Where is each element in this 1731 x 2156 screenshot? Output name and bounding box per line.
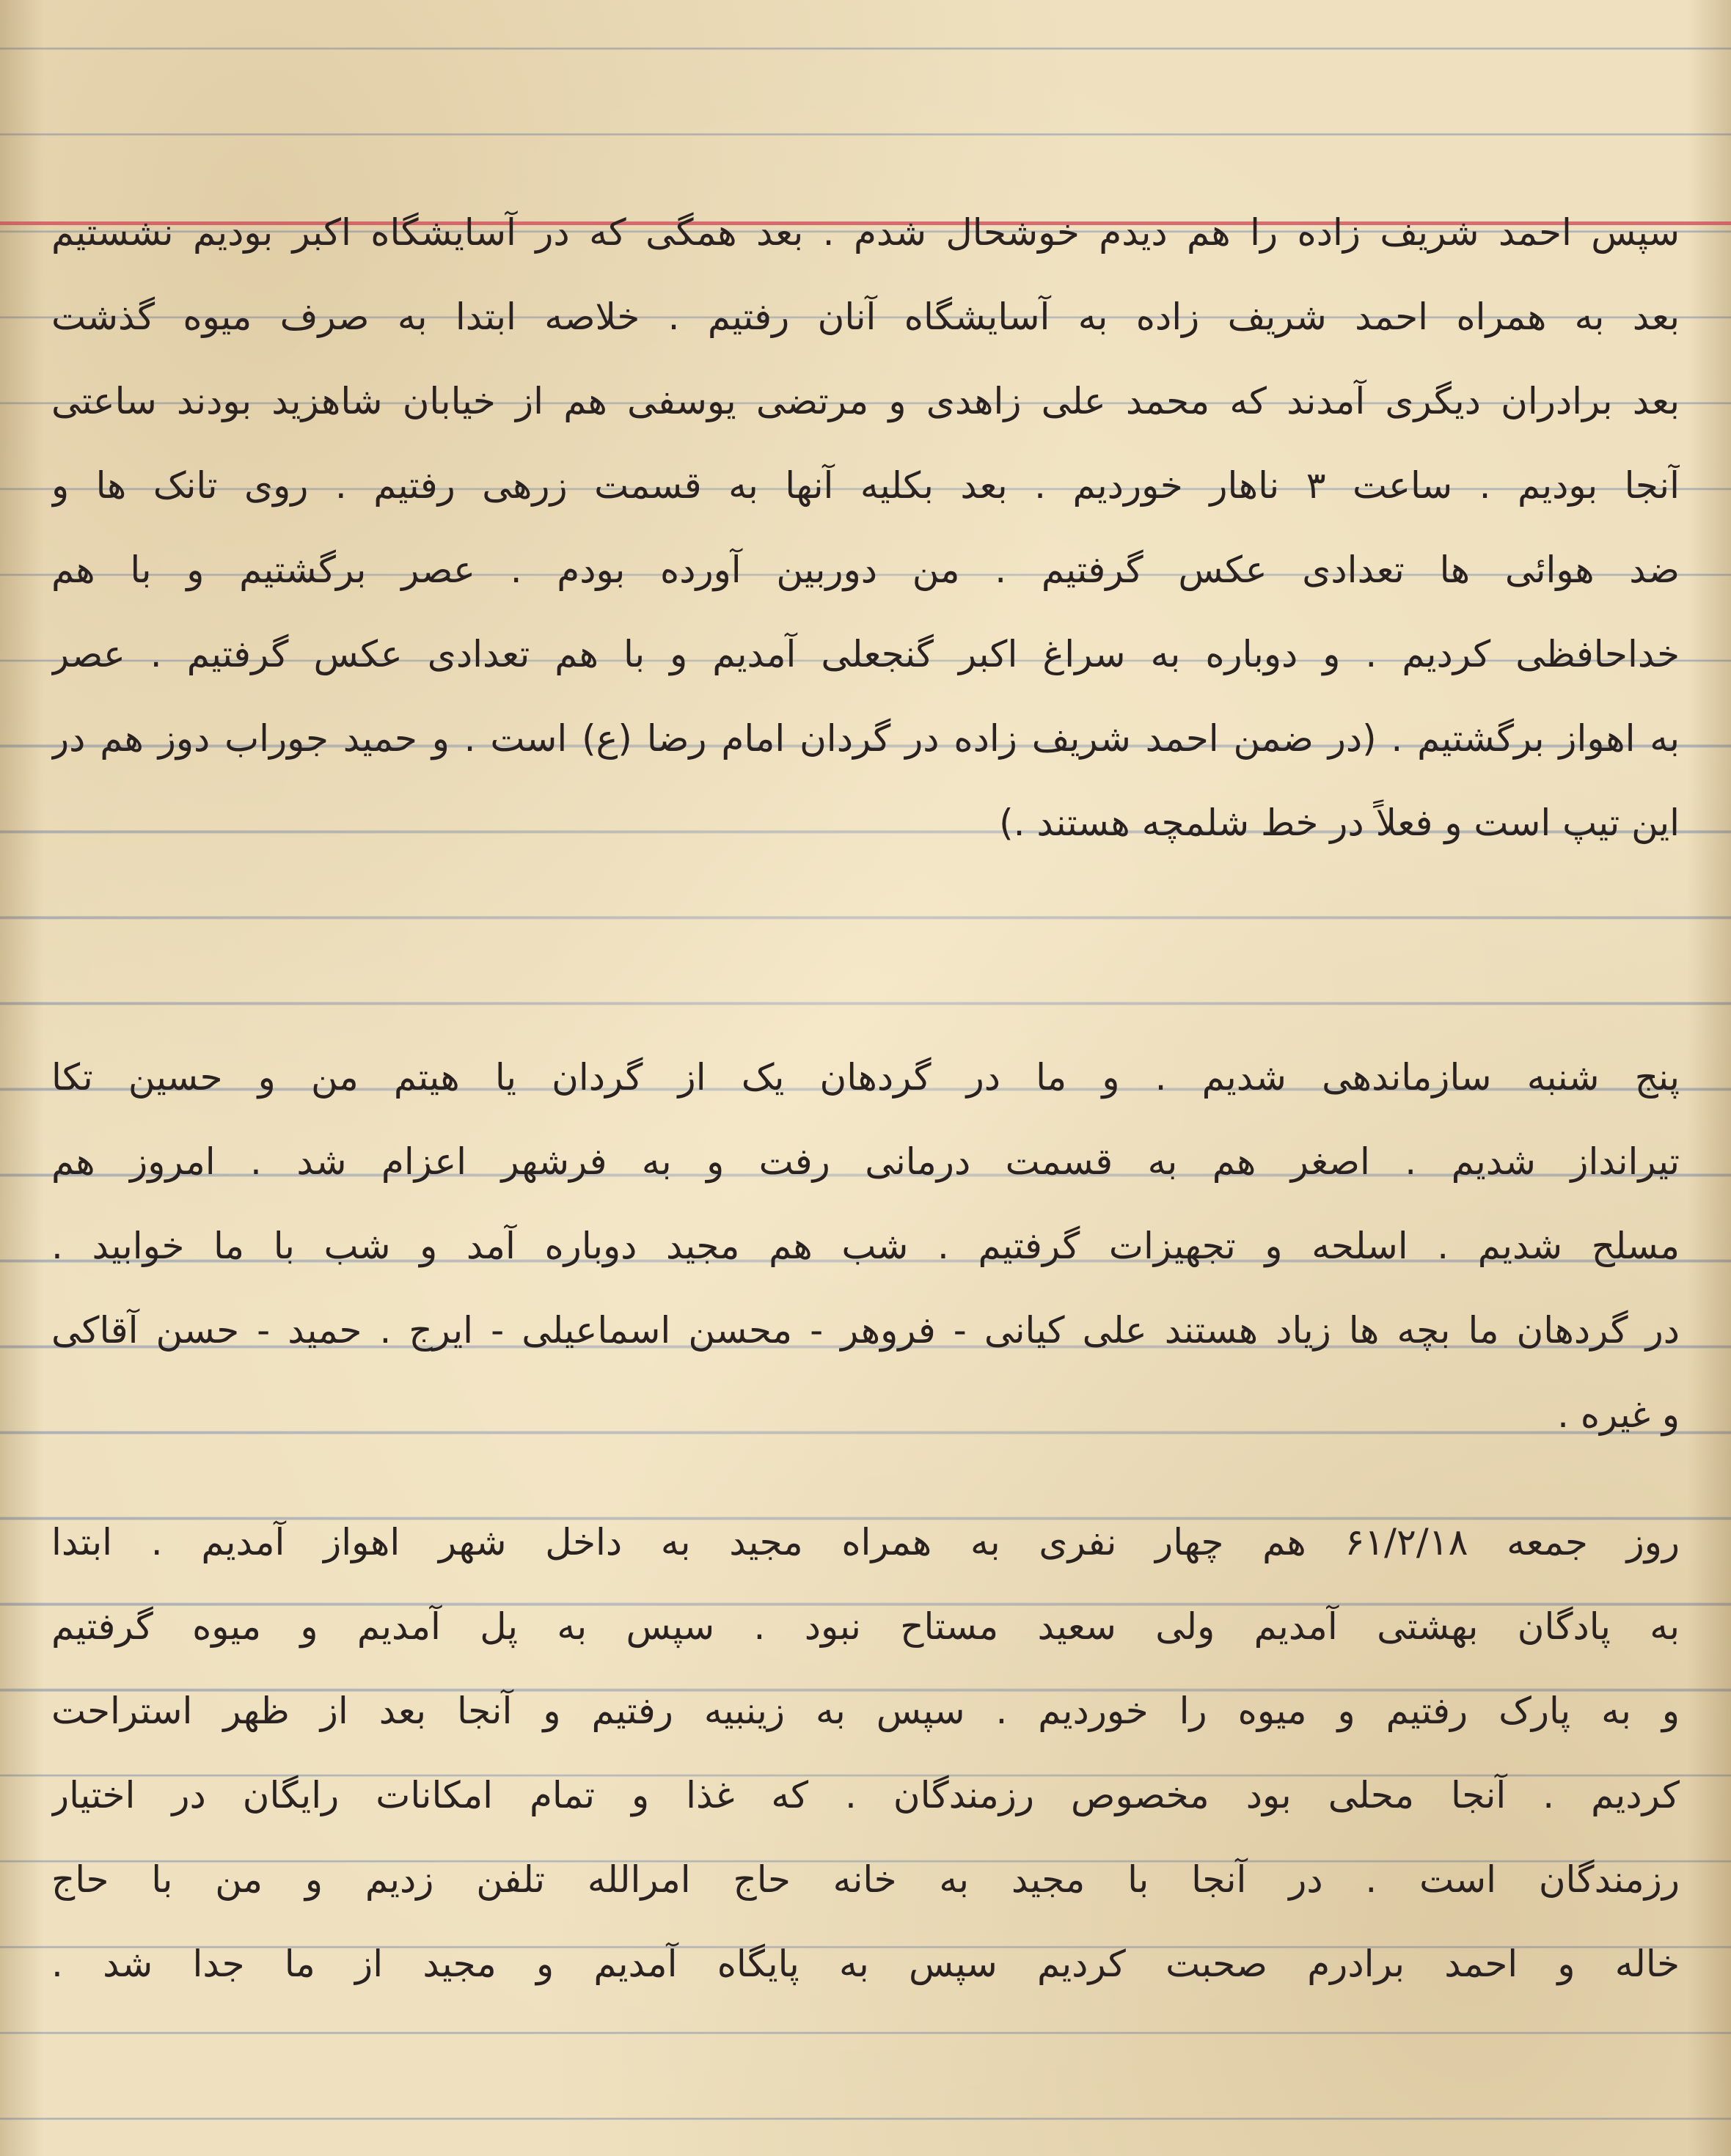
text-line: کردیم . آنجا محلی بود مخصوص رزمندگان . که غذا و تمام امکانات رایگان در اختیار xyxy=(51,1774,1680,1816)
text-line: روز جمعه ۶۱/۲/۱۸ هم چهار نفری به همراه مجید به داخل شهر اهواز آمدیم . ابتدا xyxy=(51,1521,1680,1563)
text-line: و به پارک رفتیم و میوه را خوردیم . سپس به زینبیه رفتیم و آنجا بعد از ظهر استراحت xyxy=(51,1690,1680,1732)
text-line: رزمندگان است . در آنجا با مجید به خانه حاج امرالله تلفن زدیم و من با حاج xyxy=(51,1858,1680,1901)
text-line: این تیپ است و فعلاً در خط شلمچه هستند .) xyxy=(999,802,1680,844)
page-edge-left xyxy=(0,0,44,2156)
text-line: بعد برادران دیگری آمدند که محمد علی زاهدی و مرتضی یوسفی هم از خیابان شاهزید بودند ساعتی xyxy=(51,380,1680,422)
text-line: به اهواز برگشتیم . (در ضمن احمد شریف زاده در گردان امام رضا (ع) است . و حمید جوراب دوز هم در xyxy=(51,717,1680,760)
text-line: سپس احمد شریف زاده را هم دیدم خوشحال شدم . بعد همگی که در آسایشگاه اکبر بودیم نشستیم xyxy=(51,211,1680,254)
text-line: به پادگان بهشتی آمدیم ولی سعید مستاح نبود . سپس به پل آمدیم و میوه گرفتیم xyxy=(51,1605,1680,1648)
text-line: در گردهان ما بچه ها زیاد هستند علی کیانی - فروهر - محسن اسماعیلی - ایرج . حمید - حسن آقاکی xyxy=(51,1309,1680,1352)
text-line: و غیره . xyxy=(1557,1393,1680,1436)
text-line: ضد هوائی ها تعدادی عکس گرفتیم . من دوربین آورده بودم . عصر برگشتیم و با هم xyxy=(51,549,1680,591)
text-line: پنج شنبه سازماندهی شدیم . و ما در گردهان یک از گردان یا هیتم من و حسین تکا xyxy=(51,1056,1680,1099)
page-edge-right xyxy=(1687,0,1731,2156)
text-line: مسلح شدیم . اسلحه و تجهیزات گرفتیم . شب هم مجید دوباره آمد و شب با ما خوابید . xyxy=(51,1225,1680,1267)
text-line: آنجا بودیم . ساعت ۳ ناهار خوردیم . بعد بکلیه آنها به قسمت زرهی رفتیم . روی تانک ها و xyxy=(51,464,1680,507)
text-line: خداحافظی کردیم . و دوباره به سراغ اکبر گنجعلی آمدیم و با هم تعدادی عکس گرفتیم . عصر xyxy=(51,633,1680,675)
text-line: تیرانداز شدیم . اصغر هم به قسمت درمانی رفت و به فرشهر اعزام شد . امروز هم xyxy=(51,1140,1680,1183)
text-line: خاله و احمد برادرم صحبت کردیم سپس به پایگاه آمدیم و مجید از ما جدا شد . xyxy=(51,1943,1680,1985)
text-line: بعد به همراه احمد شریف زاده به آسایشگاه آنان رفتیم . خلاصه ابتدا به صرف میوه گذشت xyxy=(51,296,1680,338)
